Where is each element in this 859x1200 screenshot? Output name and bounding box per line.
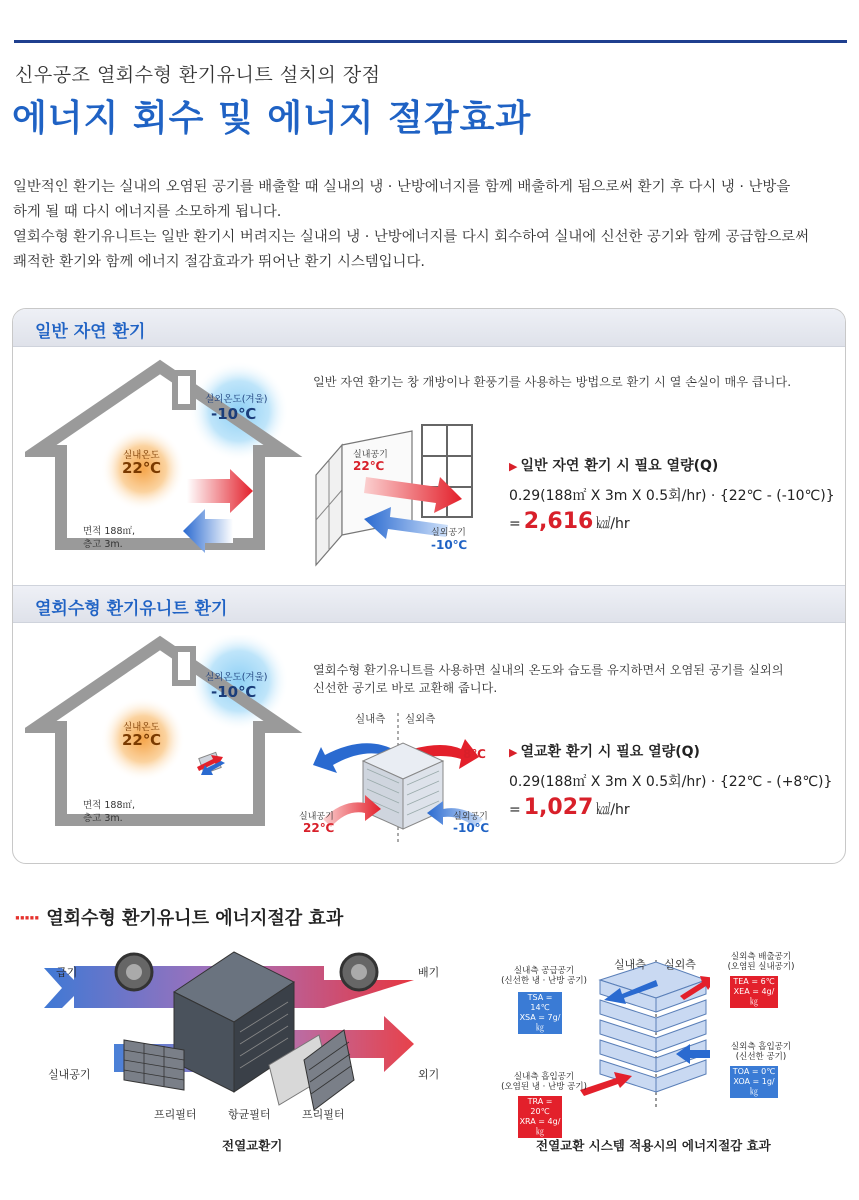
outdoor-temp: -10℃ (211, 405, 257, 423)
tra-value: TRA = 20℃ (527, 1097, 553, 1116)
section-header-recovery (13, 585, 845, 623)
result-unit: ㎉/hr (596, 802, 630, 818)
intro-line: 일반적인 환기는 실내의 오염된 공기를 배출할 때 실내의 냉 · 난방에너지를 함께 배출하게 됨으로써 환기 후 다시 냉 · 난방을 (13, 179, 791, 195)
label-line: 실외측 배출공기 (730, 952, 792, 962)
section-title: 일반 자연 환기 (35, 322, 146, 342)
height-label: 층고 3m. (83, 539, 123, 550)
effect-section-title (14, 904, 343, 930)
left-figure-caption: 전열교환기 (222, 1138, 283, 1153)
house-illustration-recovery (25, 635, 315, 855)
triangle-bullet-icon: ▶ (509, 746, 518, 759)
outdoor-label: 실외온도(겨울) (205, 394, 268, 405)
house-illustration-natural (25, 359, 315, 579)
top-rule (14, 40, 847, 43)
supply-air-label (498, 966, 590, 986)
result-unit: ㎉/hr (596, 516, 630, 532)
comparison-panel (12, 308, 846, 864)
label-line: 실내측 흡입공기 (513, 1072, 575, 1082)
side-in-label: 실내측 (355, 713, 386, 725)
indoor-temp: 22℃ (122, 459, 162, 477)
exhaust-air-label (716, 952, 806, 972)
tea-value: TEA = 6℃ (733, 977, 775, 986)
supply-label: 급기 (56, 966, 78, 979)
indoor-label: 실내온도 (123, 450, 160, 461)
page-title: 에너지 회수 및 에너지 절감효과 (12, 98, 532, 139)
tsa-value: TSA = 14℃ (527, 993, 553, 1012)
intro-line: 쾌적한 환기와 함께 에너지 절감효과가 뛰어난 환기 시스템입니다. (13, 254, 425, 270)
window-out-temp: -10℃ (431, 538, 468, 552)
core-side-out: 실외측 (664, 958, 696, 971)
label-line: (오염된 실내공기) (727, 962, 795, 972)
window-in-label: 실내공기 (353, 450, 388, 460)
prefilter-label: 프리필터 (154, 1108, 197, 1121)
intro-text (13, 175, 843, 275)
dotted-arrow-icon: ····· (14, 908, 39, 929)
formula-expression: 0.29(188㎡ X 3m X 0.5회/hr) · {22℃ - (-10℃)} (509, 488, 835, 504)
indoor-temp: 22℃ (122, 731, 162, 749)
intake-air-box (518, 1096, 562, 1138)
formula-title-text: 열교환 환기 시 필요 열량(Q) (520, 744, 700, 760)
label-line: (신선한 냉 · 난방 공기) (501, 976, 587, 986)
outside-air-label: 외기 (418, 1068, 440, 1081)
recovery-description (313, 661, 833, 697)
side-out-label: 실외측 (405, 713, 436, 725)
outside-air-temp: -10℃ (453, 821, 490, 835)
formula-expression: 0.29(188㎡ X 3m X 0.5회/hr) · {22℃ - (+8℃)} (509, 774, 833, 790)
outside-air-label: 실외공기 (453, 812, 488, 822)
room-air-temp: 22℃ (303, 821, 335, 835)
height-label: 층고 3m. (83, 813, 123, 824)
outdoor-label: 실외온도(겨울) (205, 672, 268, 683)
toa-value: TOA = 0℃ (732, 1067, 776, 1076)
formula-title (509, 455, 835, 475)
page-subtitle: 신우공조 열회수형 환기유니트 설치의 장점 (15, 64, 381, 86)
section-title: 열회수형 환기유니트 환기 (35, 599, 228, 619)
formula-result (509, 795, 832, 820)
exhaust-label: 배기 (418, 966, 440, 979)
formula-title-text: 일반 자연 환기 시 필요 열량(Q) (520, 458, 719, 474)
formula-result (509, 509, 835, 534)
intro-line: 하게 될 때 다시 에너지를 소모하게 됩니다. (13, 204, 282, 220)
area-label: 면적 188㎡, (83, 526, 136, 537)
label-line: 실내측 공급공기 (513, 966, 575, 976)
supply-temp: 8℃ (463, 747, 486, 761)
supply-air-box (518, 992, 562, 1034)
result-value: 1,027 (523, 795, 594, 820)
outside-intake-box (730, 1066, 778, 1098)
outdoor-temp: -10℃ (211, 683, 257, 701)
intake-air-label (498, 1072, 590, 1092)
indoor-label: 실내온도 (123, 722, 160, 733)
window-in-temp: 22℃ (353, 459, 385, 473)
xsa-value: XSA = 7g/㎏ (519, 1013, 561, 1032)
description-line: 열회수형 환기유니트를 사용하면 실내의 온도와 습도를 유지하면서 오염된 공기를 실외의 (313, 663, 784, 677)
area-label: 면적 188㎡, (83, 800, 136, 811)
result-eq: = (509, 802, 521, 818)
room-air-label: 실내공기 (48, 1068, 91, 1081)
label-line: 실외측 흡입공기 (730, 1042, 792, 1052)
antibac-filter-label: 항균필터 (228, 1108, 271, 1121)
natural-description: 일반 자연 환기는 창 개방이나 환풍기를 사용하는 방법으로 환기 시 열 손실이 매우 큽니다. (313, 375, 792, 389)
result-eq: = (509, 516, 521, 532)
label-line: (신선한 공기) (735, 1052, 787, 1062)
xoa-value: XOA = 1g/㎏ (733, 1077, 775, 1096)
prefilter-label: 프리필터 (302, 1108, 345, 1121)
window-illustration (298, 417, 498, 567)
exhaust-air-box (730, 976, 778, 1008)
intro-line: 열회수형 환기유니트는 일반 환기시 버려지는 실내의 냉 · 난방에너지를 다시 회수하여 실내에 신선한 공기와 함께 공급함으로써 (13, 229, 810, 245)
natural-formula (509, 455, 835, 534)
xra-value: XRA = 4g/㎏ (519, 1117, 561, 1136)
triangle-bullet-icon: ▶ (509, 460, 518, 473)
formula-title (509, 741, 832, 761)
description-line: 신선한 공기로 바로 교환해 줍니다. (313, 681, 498, 695)
erv-unit-illustration (14, 940, 444, 1155)
xea-value: XEA = 4g/㎏ (733, 987, 775, 1006)
outside-intake-label (716, 1042, 806, 1062)
section-header-natural (13, 309, 845, 347)
core-side-in: 실내측 (614, 958, 646, 971)
recovery-formula (509, 741, 832, 820)
label-line: (오염된 냉 · 난방 공기) (501, 1082, 587, 1092)
room-air-label: 실내공기 (299, 812, 334, 822)
effect-title-text: 열회수형 환기유니트 에너지절감 효과 (46, 908, 344, 929)
result-value: 2,616 (523, 509, 594, 534)
window-out-label: 실외공기 (431, 528, 466, 538)
right-figure-caption: 전열교환 시스템 적용시의 에너지절감 효과 (536, 1138, 771, 1153)
